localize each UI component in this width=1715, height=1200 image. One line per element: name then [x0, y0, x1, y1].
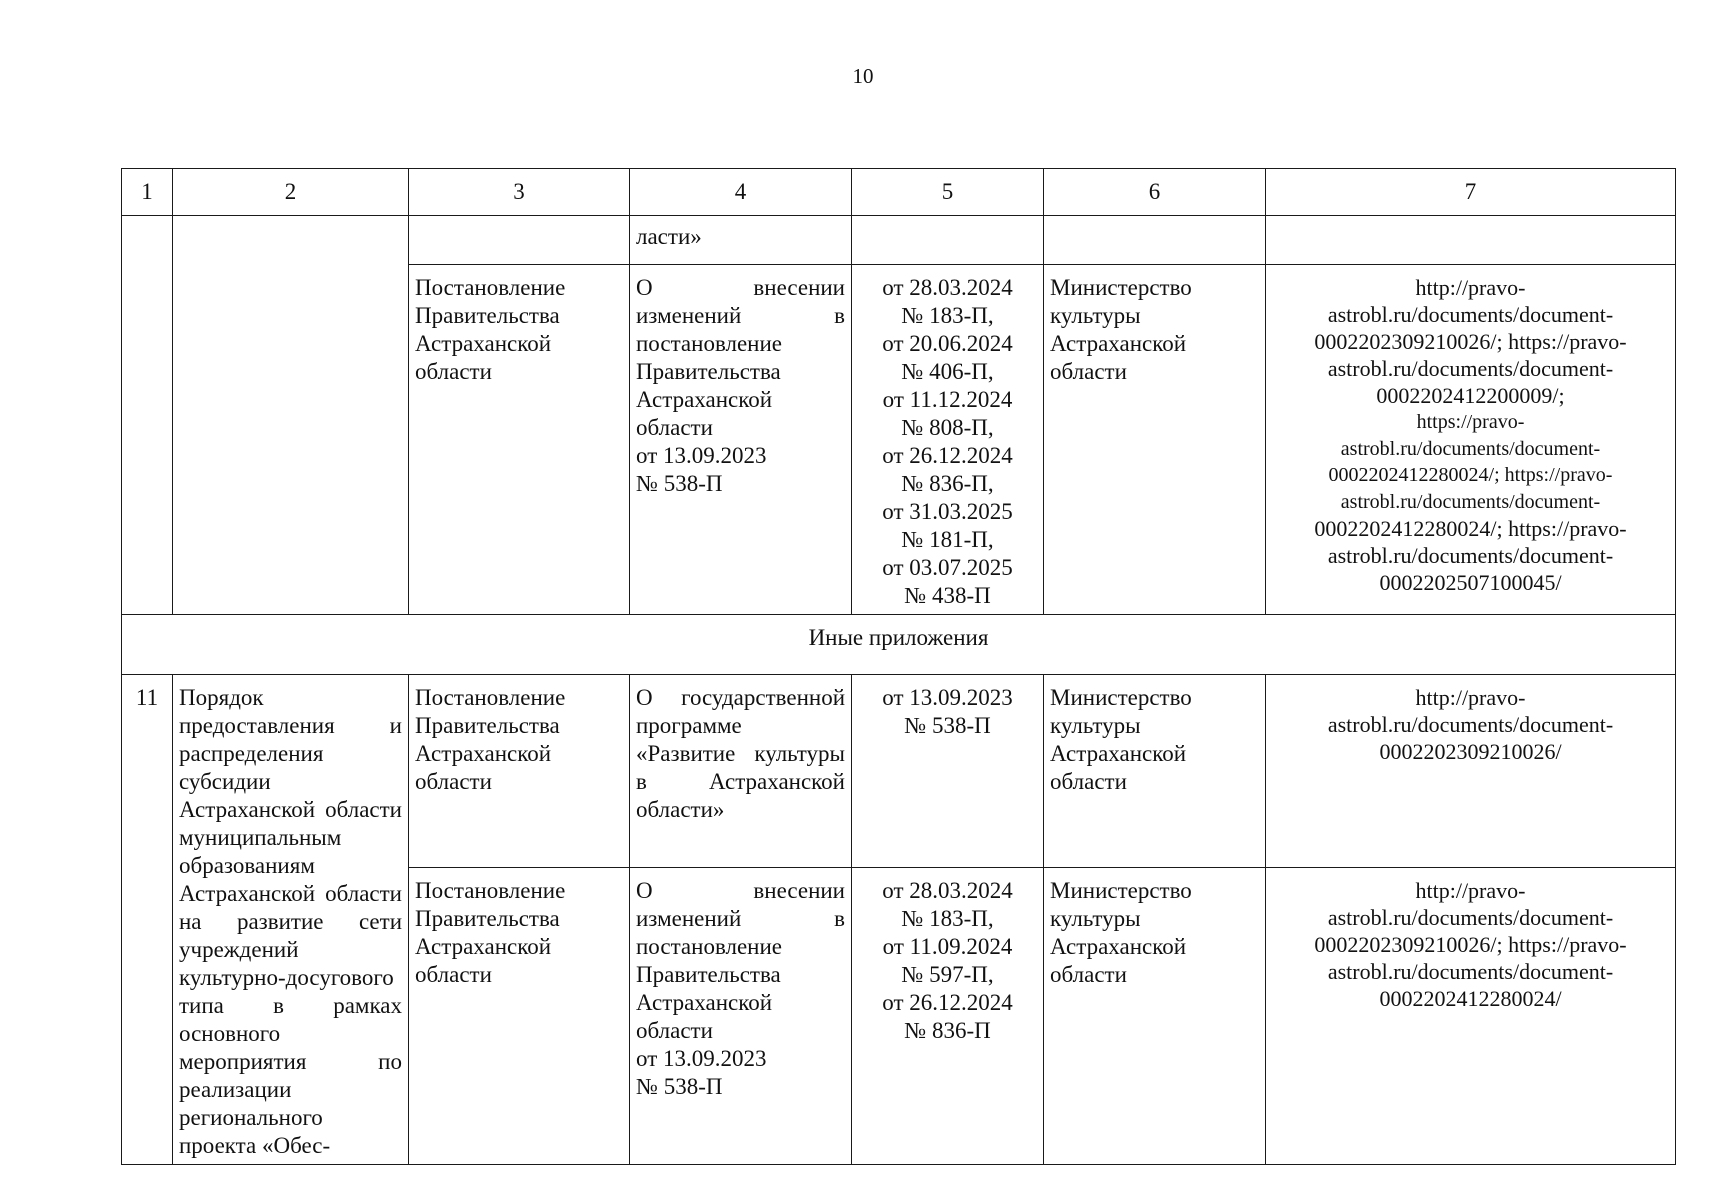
- cell-links[interactable]: http://pravo- astrobl.ru/documents/document- 0002202309210026/: [1266, 675, 1676, 868]
- header-col-6: 6: [1044, 169, 1266, 216]
- cell-act-title: О внесении изменений в постановление Правительства Астраханской области от 13.09.2023 № 538-П: [630, 868, 852, 1165]
- cell-continued-text: ласти»: [630, 216, 852, 265]
- header-col-4: 4: [630, 169, 852, 216]
- cell-authority: Министерство культуры Астраханской области: [1044, 868, 1266, 1165]
- cell-authority: Министерство культуры Астраханской области: [1044, 675, 1266, 868]
- section-row: [122, 615, 1676, 675]
- cell-act-type: Постановление Правительства Астраханской области: [409, 675, 630, 868]
- link-text[interactable]: http://pravo- astrobl.ru/documents/document- 0002202309210026/; https://pravo- astrobl.ru/documents/document- 0002202412200009/;: [1314, 275, 1627, 408]
- cell-act-dates: от 28.03.2024 № 183-П, от 11.09.2024 № 597-П, от 26.12.2024 № 836-П: [852, 868, 1044, 1165]
- table-header-row: [122, 169, 1676, 216]
- link-text[interactable]: 0002202412280024/; https://pravo- astrobl.ru/documents/document- 0002202507100045/: [1314, 516, 1627, 595]
- cell-empty: [852, 216, 1044, 265]
- section-title: Иные приложения: [122, 615, 1676, 675]
- cell-empty: [1266, 216, 1676, 265]
- cell-document-name: Порядок предоставления и распределения субсидии Астраханской области муниципальным образованиям Астраханской области на развитие сети учреждений культурно-досугового типа в рамках основного мероприятия по реализации регионального проекта «Обес-: [173, 675, 409, 1165]
- cell-name-empty: [173, 216, 409, 615]
- header-col-3: 3: [409, 169, 630, 216]
- legal-acts-table: [121, 168, 1676, 1165]
- page-number: 10: [852, 64, 874, 88]
- header-col-2: 2: [173, 169, 409, 216]
- header-col-1: 1: [122, 169, 173, 216]
- cell-act-title: О внесении изменений в постановление Правительства Астраханской области от 13.09.2023 № 538-П: [630, 265, 852, 615]
- cell-empty: [1044, 216, 1266, 265]
- cell-act-dates: от 13.09.2023 № 538-П: [852, 675, 1044, 868]
- table-row: [122, 216, 1676, 265]
- header-col-7: 7: [1266, 169, 1676, 216]
- cell-act-type: Постановление Правительства Астраханской области: [409, 265, 630, 615]
- cell-links[interactable]: http://pravo- astrobl.ru/documents/document- 0002202309210026/; https://pravo- astrobl.ru/documents/document- 0002202412280024/: [1266, 868, 1676, 1165]
- cell-links: [1266, 265, 1676, 615]
- cell-act-dates: от 28.03.2024 № 183-П, от 20.06.2024 № 406-П, от 11.12.2024 № 808-П, от 26.12.2024 № 836-П, от 31.03.2025 № 181-П, от 03.07.2025 № 438-П: [852, 265, 1044, 615]
- cell-number-empty: [122, 216, 173, 615]
- cell-act-type: Постановление Правительства Астраханской области: [409, 868, 630, 1165]
- cell-empty: [409, 216, 630, 265]
- cell-authority: Министерство культуры Астраханской области: [1044, 265, 1266, 615]
- cell-row-number: 11: [122, 675, 173, 1165]
- header-col-5: 5: [852, 169, 1044, 216]
- link-text[interactable]: https://pravo- astrobl.ru/documents/document- 0002202412280024/; https://pravo- astrobl.ru/documents/document-: [1328, 411, 1613, 513]
- table-row: [122, 675, 1676, 868]
- cell-act-title: О государственной программе «Развитие культуры в Астраханской области»: [630, 675, 852, 868]
